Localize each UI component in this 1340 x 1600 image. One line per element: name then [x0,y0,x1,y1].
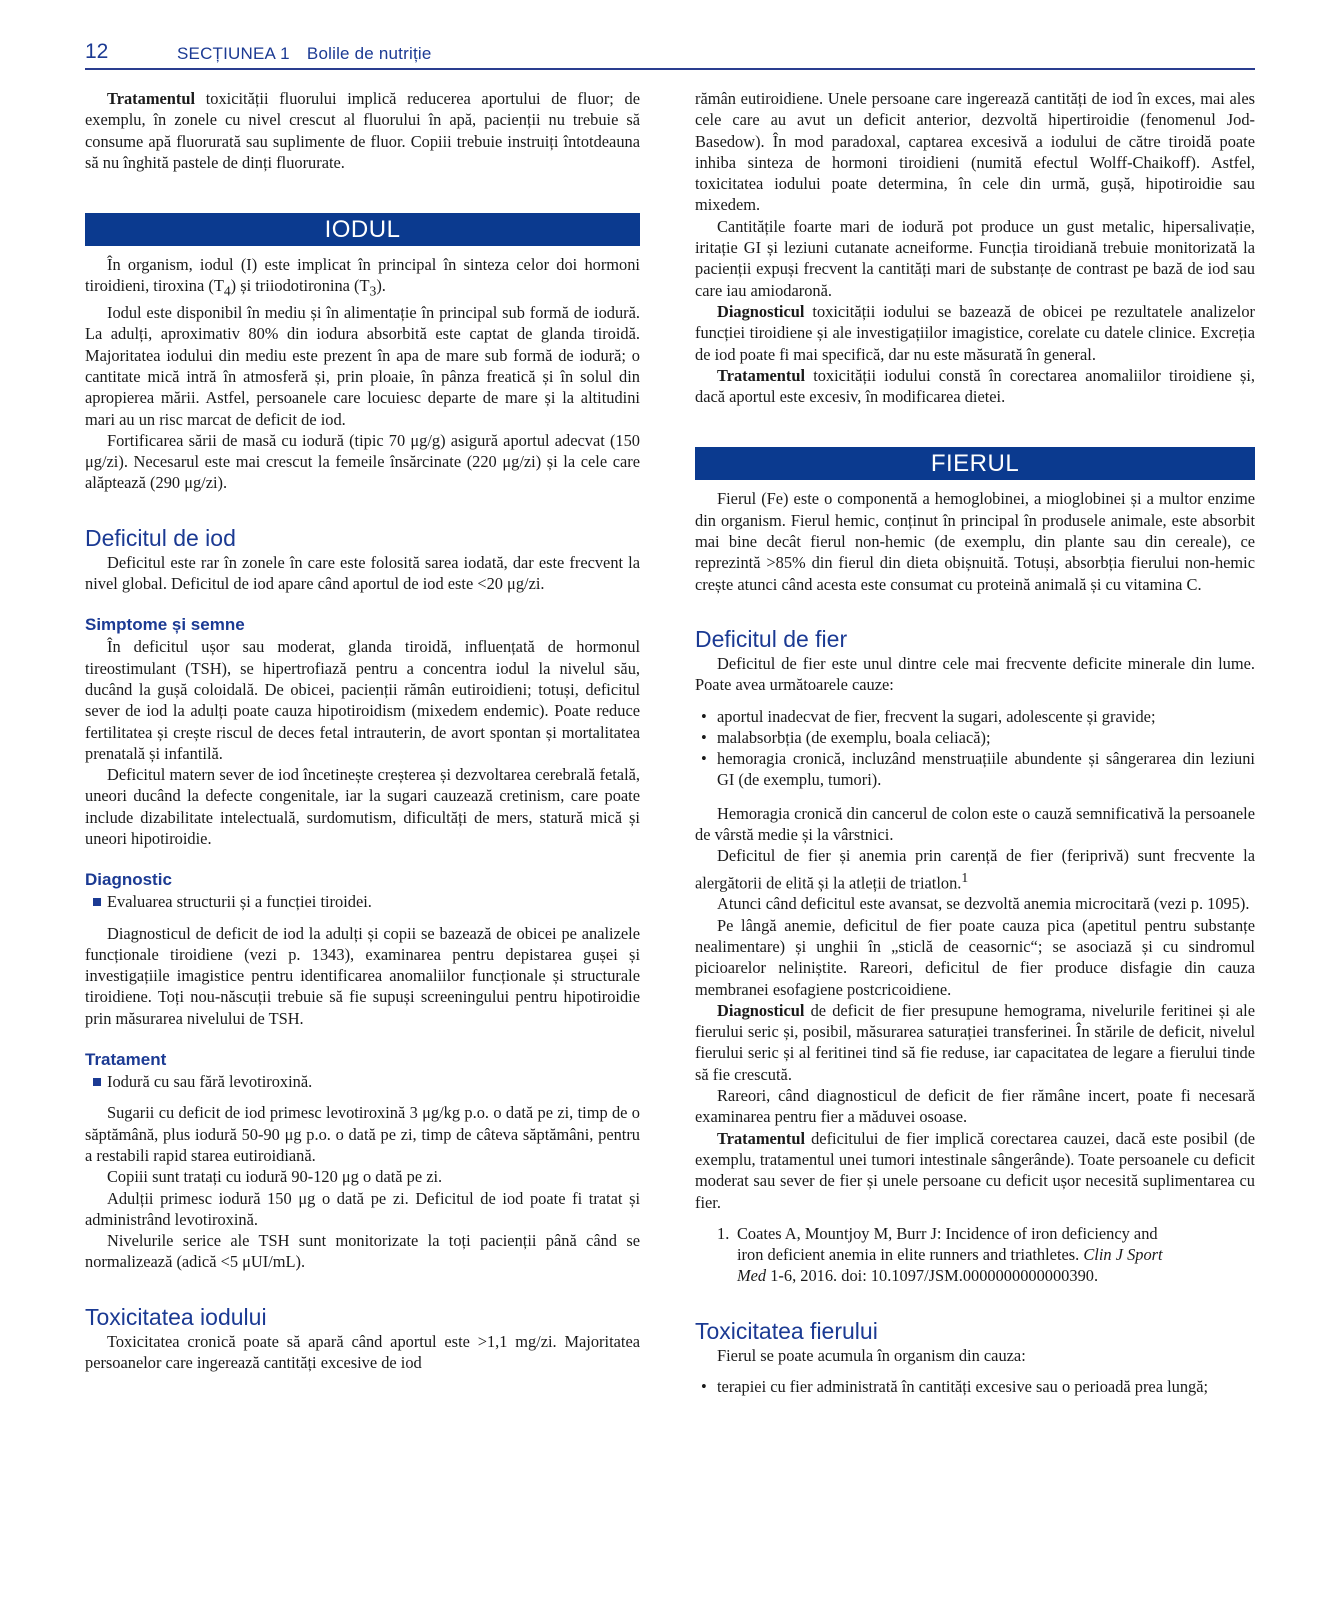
toxicitate-list [695,1376,1255,1397]
list-item: • malabsorbția (de exemplu, boala celiacă); [695,727,1255,748]
section-title: SECȚIUNEA 1 Bolile de nutriție [177,44,432,63]
paragraph: Diagnosticul de deficit de fier presupune hemograma, nivelurile feritinei și ale fierului seric și, posibil, măsurarea saturației transferinei. În stările de deficit, nivelul fierului seric și al feritinei tind să fie reduse, iar capacitatea de legare a fierului tinde să fie crescută. [695,1000,1255,1084]
paragraph: Tratamentul deficitului de fier implică corectarea cauzei, dacă este posibil (de exemplu, tratamentul unei tumori intestinale sângerânde). Toate persoanele cu deficit moderat sau sever de fier și unele persoane cu deficit ușor necesită suplimentarea cu fier. [695,1128,1255,1212]
paragraph: rămân eutiroidiene. Unele persoane care ingerează cantități de iod în exces, mai ales cele care au avut un deficit anterior, dezvoltă hipertiroidie (fenomenul Jod-Basedow). În mod paradoxal, captarea excesivă a iodului de către tiroidă poate inhiba sinteza de hormoni tiroidieni (numită efectul Wolff-Chaikoff). Astfel, toxicitatea iodului poate determina, în cele din urmă, gușă, hipotiroidie sau mixedem. [695,89,1255,215]
list-item: • terapiei cu fier administrată în cantități excesive sau o perioadă prea lungă; [695,1376,1255,1397]
footnote-ref: 1 [961,869,969,885]
heading-deficitul-de-iod: Deficitul de iod [85,524,236,551]
paragraph: Tratamentul toxicității iodului constă în corectarea anomaliilor tiroidiene și, dacă aportul este excesiv, în modificarea dietei. [695,365,1255,407]
paragraph: Nivelurile serice ale TSH sunt monitorizate la toți pacienții până când se normalizează (adică <5 μUI/mL). [85,1231,640,1272]
paragraph: Iodul este disponibil în mediu și în alimentație în principal sub formă de iodură. La adulți, aproximativ 80% din iodura absorbită este captat de glanda tiroidă. Majoritatea iodului din mediu este prezent în apa de mare sub formă de iodură; o cantitate mică intră în atmosferă și, prin ploaie, în pânza freatică și în solul din apropierea mării. Astfel, persoanele care locuiesc departe de mare și la altitudini mari au un risc marcat de deficit de iod. [85,303,640,429]
list-item: • aportul inadecvat de fier, frecvent la sugari, adolescente și gravide; [695,706,1255,727]
paragraph: Fierul (Fe) este o componentă a hemoglobinei, a mioglobinei și a multor enzime din organism. Fierul hemic, conținut în principal în produsele animale, este absorbit mai bine decât fierul non-hemic (de exemplu, din plante sau din cereale), ce reprezintă >85% din fierul din dieta obișnuită. Totuși, absorbția fierului non-hemic crește atunci când acesta este consumat cu proteină animală și cu vitamina C. [695,489,1255,594]
paragraph: Deficitul de fier și anemia prin carență de fier (feriprivă) sunt frecvente la alergătorii de elită și la atleții de triatlon.$^1$ [695,846,1255,893]
section-band-fier: FIERUL [695,447,1255,480]
list-item: • hemoragia cronică, incluzând menstruațiile abundente și sângerarea din leziuni GI (de exemplu, tumori). [695,748,1255,791]
list-item: Evaluarea structurii și a funcției tiroidei. [85,891,640,912]
paragraph: În organism, iodul (I) este implicat în principal în sinteza celor doi hormoni tiroidieni, tiroxina $(T_4)$ și triiodotironina $(T_3)$. [85,255,640,299]
paragraph: Tratamentul toxicității fluorului implică reducerea aportului de fluor; de exemplu, în zonele cu nivel crescut al fluorului în apă, pacienții nu trebuie să consume apă fluorurată sau suplimente de fluor. Copiii trebuie instruiți întotdeauna să nu înghită pastele de dinți fluorurate. [85,89,640,172]
section-band-iod: IODUL [85,213,640,246]
paragraph: Rareori, când diagnosticul de deficit de fier rămâne incert, poate fi necesară examinarea pentru fier a măduvei osoase. [695,1086,1255,1127]
page-number: 12 [85,40,109,63]
paragraph: În deficitul ușor sau moderat, glanda tiroidă, influențată de hormonul tireostimulant (TSH), se hipertrofiază pentru a concentra iodul la nivelul său, ducând la gușă coloidală. De obicei, pacienții rămân eutiroidieni; totuși, deficitul sever de iod la adulți poate cauza hipotiroidism (mixedem endemic). Poate reduce fertilitatea și crește riscul de deces fetal intrauterin, de avort spontan și mortalitatea prenatală și infantilă. [85,637,640,763]
paragraph: Sugarii cu deficit de iod primesc levotiroxină 3 μg/kg p.o. o dată pe zi, timp de o săptămână, plus iodură 50-90 μg p.o. o dată pe zi, timp de câteva săptămâni, pentru a restabili rapid starea eutiroidiană. [85,1103,640,1165]
paragraph: Diagnosticul toxicității iodului se bazează de obicei pe rezultatele analizelor funcției tiroidiene și ale investigațiilor imagistice, corelate cu datele clinice. Excreția de iod poate fi mai specifică, dar nu este măsurată în general. [695,301,1255,364]
left-column [85,88,640,1373]
heading-toxicitatea-iodului: Toxicitatea iodului [85,1303,267,1330]
paragraph: Hemoragia cronică din cancerul de colon este o cauză semnificativă la persoanele de vârstă medie și la vârstnici. [695,803,1255,845]
reference-item: 1. Coates A, Mountjoy M, Burr J: Incidence of iron deficiency and iron deficient anemia in elite runners and triathletes. Clin J Sport Med 1-6, 2016. doi: 10.1097/JSM.0000000000000390. [717,1223,1163,1286]
page-header [85,40,1255,70]
right-column [695,88,1255,1397]
list-item: Iodură cu sau fără levotiroxină. [85,1071,640,1092]
paragraph: Fierul se poate acumula în organism din cauza: [717,1345,1026,1365]
tratament-list [85,1071,640,1092]
reference-list [695,1223,1255,1287]
heading-diagnostic: Diagnostic [85,870,172,890]
heading-simptome: Simptome și semne [85,615,245,635]
paragraph: Adulții primesc iodură 150 μg o dată pe zi. Deficitul de iod poate fi tratat și administrând levotiroxină. [85,1188,640,1229]
paragraph: Copiii sunt tratați cu iodură 90-120 μg o dată pe zi. [107,1167,443,1187]
paragraph: Cantitățile foarte mari de iodură pot produce un gust metalic, hipersalivație, iritație GI și leziuni cutanate acneiforme. Funcția tiroidiană trebuie monitorizată la pacienții expuși frecvent la cantități mari de substanțe de contrast pe bază de iod sau care iau amiodaronă. [695,216,1255,300]
paragraph: Diagnosticul de deficit de iod la adulți și copii se bazează de obicei pe analizele funcționale tiroidiene (vezi p. 1343), examinarea pentru depistarea gușei și investigațiile imagistice pentru identificarea anomaliilor funcționale și structurale tiroidiene. Toți nou-născuții trebuie să fie supuși screeningului pentru hipotiroidie prin măsurarea nivelului de TSH. [85,923,640,1028]
paragraph: Fortificarea sării de masă cu iodură (tipic 70 μg/g) asigură aportul adecvat (150 μg/zi). Necesarul este mai crescut la femeile însărcinate (220 μg/zi) și la cele care alăptează (290 μg/zi). [85,430,640,493]
heading-toxicitatea-fierului: Toxicitatea fierului [695,1317,878,1344]
paragraph: Pe lângă anemie, deficitul de fier poate cauza pica (apetitul pentru substanțe nealimentare) și unghii în „sticlă de ceasornic“; se asociază și cu sindromul picioarelor neliniștite. Rareori, deficitul de fier produce disfagie din cauza membranei esofagiene postcricoidiene. [695,915,1255,999]
diagnostic-list [85,891,640,912]
paragraph: Atunci când deficitul este avansat, se dezvoltă anemia microcitară (vezi p. 1095). [717,894,1250,914]
heading-tratament: Tratament [85,1050,167,1070]
heading-deficitul-de-fier: Deficitul de fier [695,625,848,652]
paragraph: Toxicitatea cronică poate să apară când aportul este >1,1 mg/zi. Majoritatea persoanelor care ingerează cantități excesive de iod [85,1331,640,1373]
cauze-list [695,706,1255,791]
paragraph: Deficitul de fier este unul dintre cele mai frecvente deficite minerale din lume. Poate avea următoarele cauze: [695,653,1255,695]
paragraph: Deficitul matern sever de iod încetinește creșterea și dezvoltarea cerebrală fetală, uneori ducând la defecte congenitale, iar la sugari cauzează cretinism, care poate include dizabilitate intelectuală, surdomutism, dificultăți de mers, statură mică și uneori hipotiroidie. [85,765,640,848]
paragraph: Deficitul este rar în zonele în care este folosită sarea iodată, dar este frecvent la nivel global. Deficitul de iod apare când aportul de iod este <20 μg/zi. [85,552,640,594]
